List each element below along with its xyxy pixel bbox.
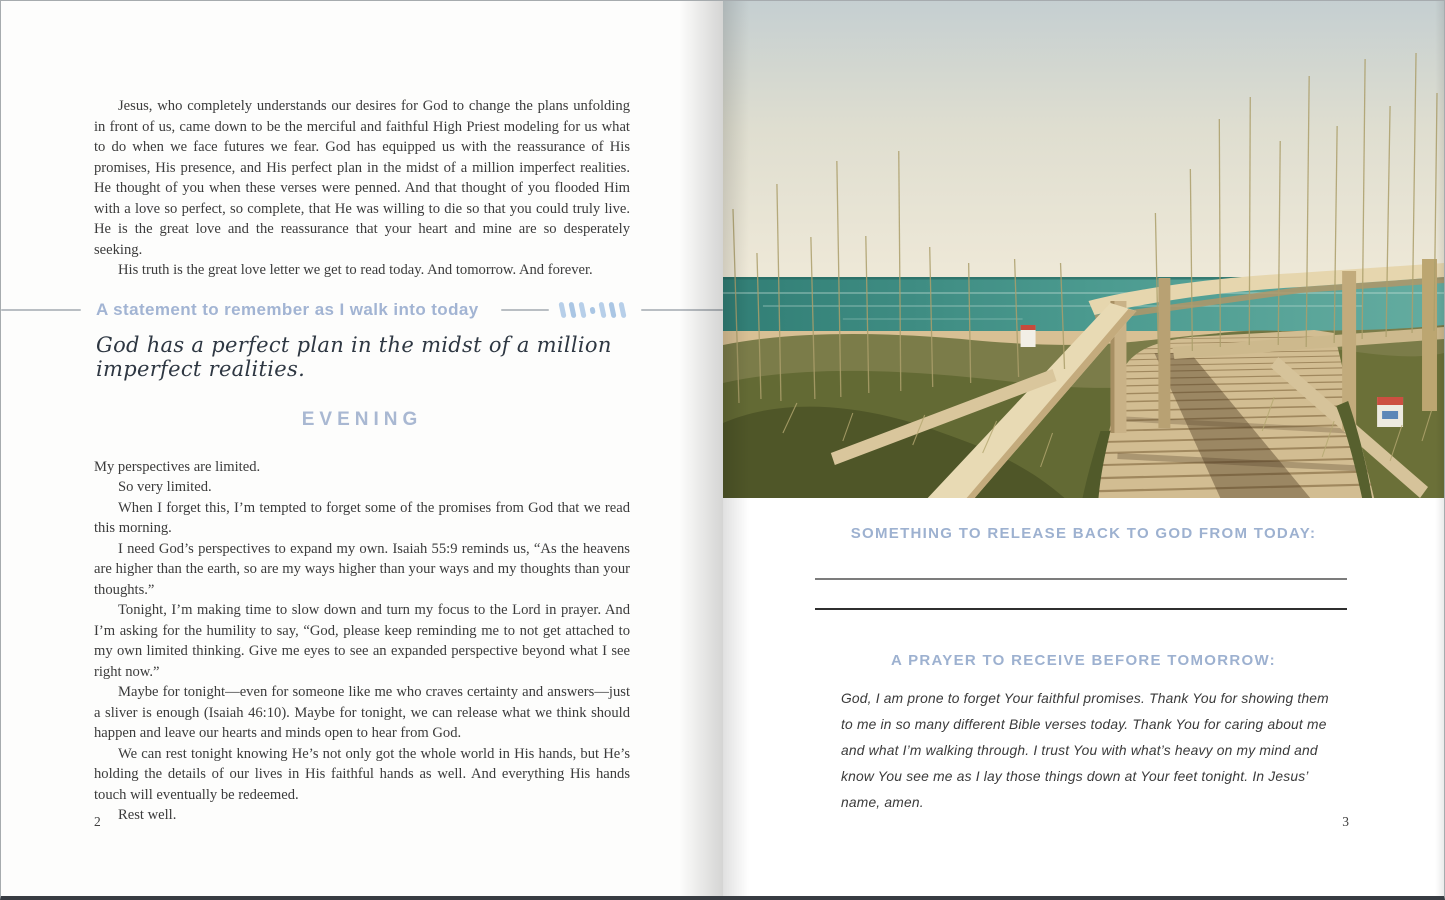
gutter-shadow (679, 1, 723, 896)
page-number-left: 2 (94, 814, 101, 829)
paragraph: Maybe for tonight—even for someone like me who craves certainty and answers—just a sliver is enough (Isaiah 46:10). Maybe for tonight, we can release what we think should happen and leave our hearts and minds open to hear from God. (94, 684, 630, 741)
paragraph: Jesus, who completely understands our desires for God to change the plans unfolding in front of us, came down to be the merciful and faithful High Priest modeling for us what to do when we face futures we fear. God has equipped us with the reassurance of His promises, His presence, and His perfect plan in the midst of a million imperfect realities. He thought of you when these verses were penned. And that thought of you flooded Him with a love so perfect, so complete, that He was willing to die so that you could truly live. He is the great love and the reassurance that your heart and mine are so desperately seeking. (94, 98, 630, 258)
page-right (723, 1, 1444, 896)
paragraph: We can rest tonight knowing He’s not only got the whole world in His hands, but He’s holding the details of our lives in His faithful hands as well. And everything His hands touch will eventually be redeemed. (94, 745, 630, 803)
page-left (1, 1, 723, 896)
paragraph: His truth is the great love letter we get to read today. And tomorrow. And forever. (118, 262, 593, 278)
paragraph: When I forget this, I’m tempted to forget some of the promises from God that we read this morning. (94, 499, 630, 536)
statement-divider-row (1, 299, 723, 321)
paragraph: I need God’s perspectives to expand my own. Isaiah 55:9 reminds us, “As the heavens are higher than the earth, so are my ways higher than your ways and my thoughts than your thoughts.” (94, 540, 630, 598)
brush-ticks-icon (557, 299, 633, 321)
paragraph: My perspectives are limited. (94, 458, 261, 475)
journal-line-1 (815, 578, 1347, 580)
beach-boardwalk-photo (723, 1, 1444, 498)
intro-paragraphs (94, 96, 630, 281)
divider-rule-right (641, 309, 723, 311)
prayer-heading: A PRAYER TO RECEIVE BEFORE TOMORROW: (891, 652, 1276, 669)
statement-label: A statement to remember as I walk into today (96, 299, 479, 319)
beach-photo-illustration (723, 1, 1444, 498)
paragraph: Tonight, I’m making time to slow down and turn my focus to the Lord in prayer. And I’m asking for the humility to say, “God, please keep reminding me to not get attached to my own limited thinking. Give me eyes to see an expanded perspective beyond what I see right now.” (94, 602, 630, 680)
statement-script-text: God has a perfect plan in the midst of a million imperfect realities. (96, 332, 612, 381)
release-heading: SOMETHING TO RELEASE BACK TO GOD FROM TODAY: (850, 525, 1317, 542)
journal-line-2 (815, 608, 1347, 610)
divider-rule-mid (501, 309, 549, 311)
paragraph: So very limited. (118, 479, 212, 495)
evening-paragraphs (94, 457, 630, 826)
page-left-content (94, 96, 630, 826)
page-number-right: 3 (1342, 814, 1349, 829)
evening-heading: EVENING (301, 408, 423, 430)
prayer-text: God, I am prone to forget Your faithful promises. Thank You for showing them to me in so many different Bible verses today. Thank You for caring about me and what I’m walking through. I trust You with what’s heavy on my mind and know You see me as I lay those things down at Your feet tonight. In Jesus’ name, amen. (841, 691, 1329, 810)
divider-rule-left (1, 309, 81, 311)
paragraph: Rest well. (118, 807, 177, 823)
